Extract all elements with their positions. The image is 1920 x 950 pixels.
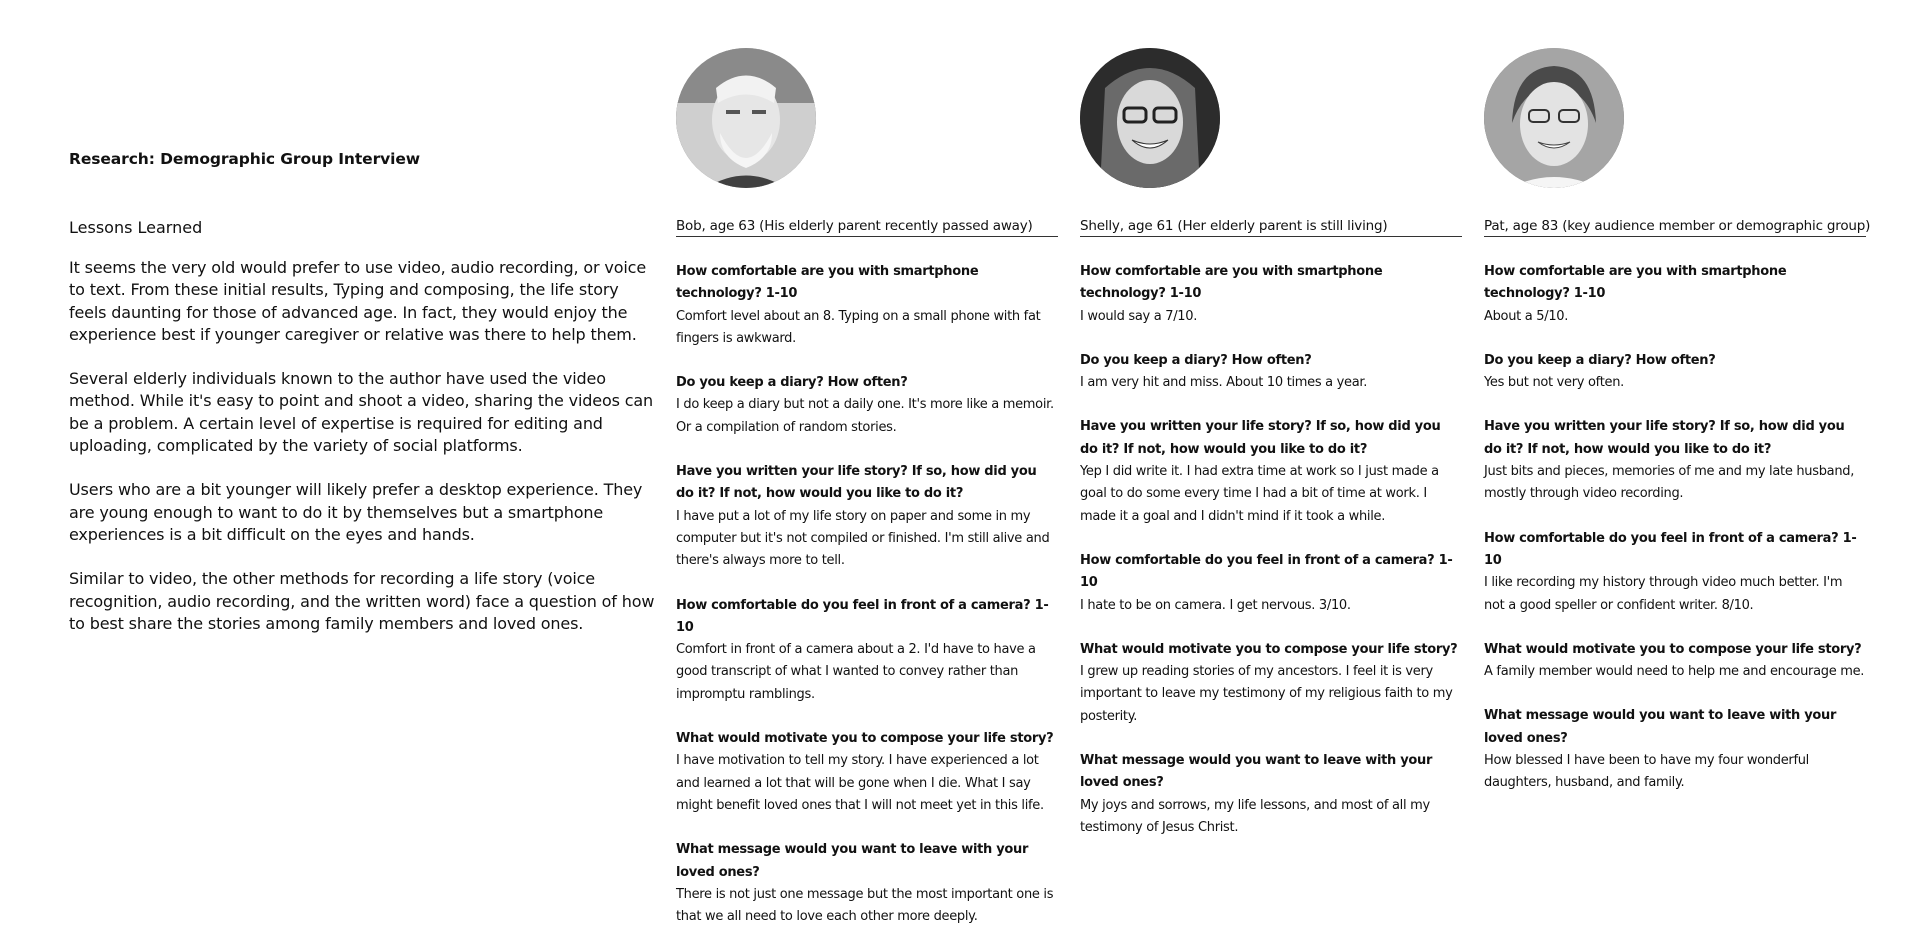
question: Have you written your life story? If so, how did you do it? If not, how would you like to do it? bbox=[1080, 419, 1441, 457]
interviewee-heading: Bob, age 63 (His elderly parent recently passed away) bbox=[676, 218, 1058, 237]
lessons-heading: Lessons Learned bbox=[69, 218, 203, 237]
answer: How blessed I have been to have my four wonderful daughters, husband, and family. bbox=[1484, 753, 1809, 791]
answer: Just bits and pieces, memories of me and my late husband, mostly through video recording. bbox=[1484, 464, 1855, 502]
qa-item bbox=[1484, 639, 1866, 684]
question: What message would you want to leave with your loved ones? bbox=[676, 842, 1029, 880]
interviewee-photo bbox=[1484, 48, 1624, 188]
interview-column-shelly bbox=[1080, 48, 1462, 861]
qa-item bbox=[1080, 550, 1462, 617]
question: What would motivate you to compose your life story? bbox=[676, 731, 1054, 747]
answer: There is not just one message but the most important one is that we all need to love each other more deeply. bbox=[676, 886, 1054, 925]
interviewee-photo bbox=[676, 48, 816, 188]
answer: Comfort level about an 8. Typing on a small phone with fat fingers is awkward. bbox=[676, 308, 1041, 346]
research-summary bbox=[69, 150, 659, 657]
answer: I grew up reading stories of my ancestors. I feel it is very important to leave my testimony of my religious faith to my posterity. bbox=[1080, 664, 1453, 724]
answer: About a 5/10. bbox=[1484, 308, 1569, 324]
qa-item bbox=[1080, 261, 1462, 328]
qa-item bbox=[676, 461, 1058, 572]
question: How comfortable do you feel in front of a camera? 1-10 bbox=[1080, 552, 1453, 591]
qa-item bbox=[1484, 705, 1866, 794]
interviewee-photo bbox=[1080, 48, 1220, 188]
question: What message would you want to leave with your loved ones? bbox=[1484, 708, 1837, 746]
page-title: Research: Demographic Group Interview bbox=[69, 150, 420, 168]
qa-item bbox=[1484, 528, 1866, 617]
answer: A family member would need to help me and encourage me. bbox=[1484, 664, 1865, 680]
question: How comfortable are you with smartphone technology? 1-10 bbox=[1484, 264, 1787, 302]
qa-item bbox=[676, 839, 1058, 928]
question: Do you keep a diary? How often? bbox=[1484, 352, 1716, 368]
qa-item bbox=[1080, 639, 1462, 728]
answer: Yes but not very often. bbox=[1484, 375, 1624, 391]
lesson-paragraph: Users who are a bit younger will likely prefer a desktop experience. They are young enough to want to do it by themselves but a smartphone experiences is a bit difficult on the eyes and hands. bbox=[69, 480, 643, 544]
qa-item bbox=[676, 372, 1058, 439]
question: Do you keep a diary? How often? bbox=[676, 375, 908, 391]
question: Have you written your life story? If so, how did you do it? If not, how would you like to do it? bbox=[1484, 419, 1845, 457]
question: Have you written your life story? If so, how did you do it? If not, how would you like to do it? bbox=[676, 464, 1037, 502]
interview-column-bob bbox=[676, 48, 1058, 950]
qa-item bbox=[1080, 416, 1462, 527]
qa-item bbox=[1484, 261, 1866, 328]
answer: I have motivation to tell my story. I have experienced a lot and learned a lot that will be gone when I die. What I say might benefit loved ones that I will not meet yet in this life. bbox=[676, 753, 1044, 813]
answer: I would say a 7/10. bbox=[1080, 308, 1198, 324]
interviewee-heading: Pat, age 83 (key audience member or demographic group) bbox=[1484, 218, 1866, 237]
lesson-paragraph: It seems the very old would prefer to use video, audio recording, or voice to text. From these initial results, Typing and composing, the life story feels daunting for those of advanced age. In fact, they would enjoy the experience best if younger caregiver or relative was there to help them. bbox=[69, 258, 647, 344]
question: How comfortable do you feel in front of a camera? 1-10 bbox=[676, 597, 1049, 635]
lesson-paragraph: Similar to video, the other methods for recording a life story (voice recognition, audio recording, and the written word) face a question of how to best share the stories among family members and loved ones. bbox=[69, 569, 655, 633]
interview-column-pat bbox=[1484, 48, 1871, 817]
answer: I have put a lot of my life story on paper and some in my computer but it's not compiled or finished. I'm still alive and there's always more to tell. bbox=[676, 508, 1050, 569]
question: How comfortable are you with smartphone technology? 1-10 bbox=[676, 264, 979, 302]
answer: Yep I did write it. I had extra time at work so I just made a goal to do some every time I had a bit of time at work. I made it a goal and I didn't mind if it took a while. bbox=[1080, 464, 1439, 524]
qa-item bbox=[1484, 416, 1866, 505]
qa-item bbox=[676, 261, 1058, 350]
lesson-paragraph: Several elderly individuals known to the author have used the video method. While it's easy to point and shoot a video, sharing the videos can be a problem. A certain level of expertise is required for editing and uploading, complicated by the variety of social platforms. bbox=[69, 369, 654, 456]
answer: Comfort in front of a camera about a 2. I'd have to have a good transcript of what I wanted to convey rather than impromptu ramblings. bbox=[676, 642, 1036, 702]
qa-item bbox=[1080, 750, 1462, 839]
question: What message would you want to leave with your loved ones? bbox=[1080, 753, 1433, 791]
answer: I hate to be on camera. I get nervous. 3/10. bbox=[1080, 597, 1351, 613]
question: How comfortable are you with smartphone technology? 1-10 bbox=[1080, 264, 1383, 302]
qa-item bbox=[1484, 350, 1866, 395]
answer: I am very hit and miss. About 10 times a year. bbox=[1080, 375, 1368, 391]
qa-item bbox=[1080, 350, 1462, 395]
interviewee-heading: Shelly, age 61 (Her elderly parent is still living) bbox=[1080, 218, 1462, 237]
qa-item bbox=[676, 728, 1058, 817]
question: How comfortable do you feel in front of a camera? 1-10 bbox=[1484, 530, 1857, 568]
question: Do you keep a diary? How often? bbox=[1080, 352, 1312, 368]
question: What would motivate you to compose your life story? bbox=[1080, 641, 1458, 657]
qa-item bbox=[676, 595, 1058, 706]
answer: I do keep a diary but not a daily one. It's more like a memoir. Or a compilation of random stories. bbox=[676, 397, 1054, 435]
answer: I like recording my history through video much better. I'm not a good speller or confident writer. 8/10. bbox=[1484, 575, 1843, 613]
answer: My joys and sorrows, my life lessons, and most of all my testimony of Jesus Christ. bbox=[1080, 797, 1430, 835]
question: What would motivate you to compose your life story? bbox=[1484, 641, 1862, 657]
